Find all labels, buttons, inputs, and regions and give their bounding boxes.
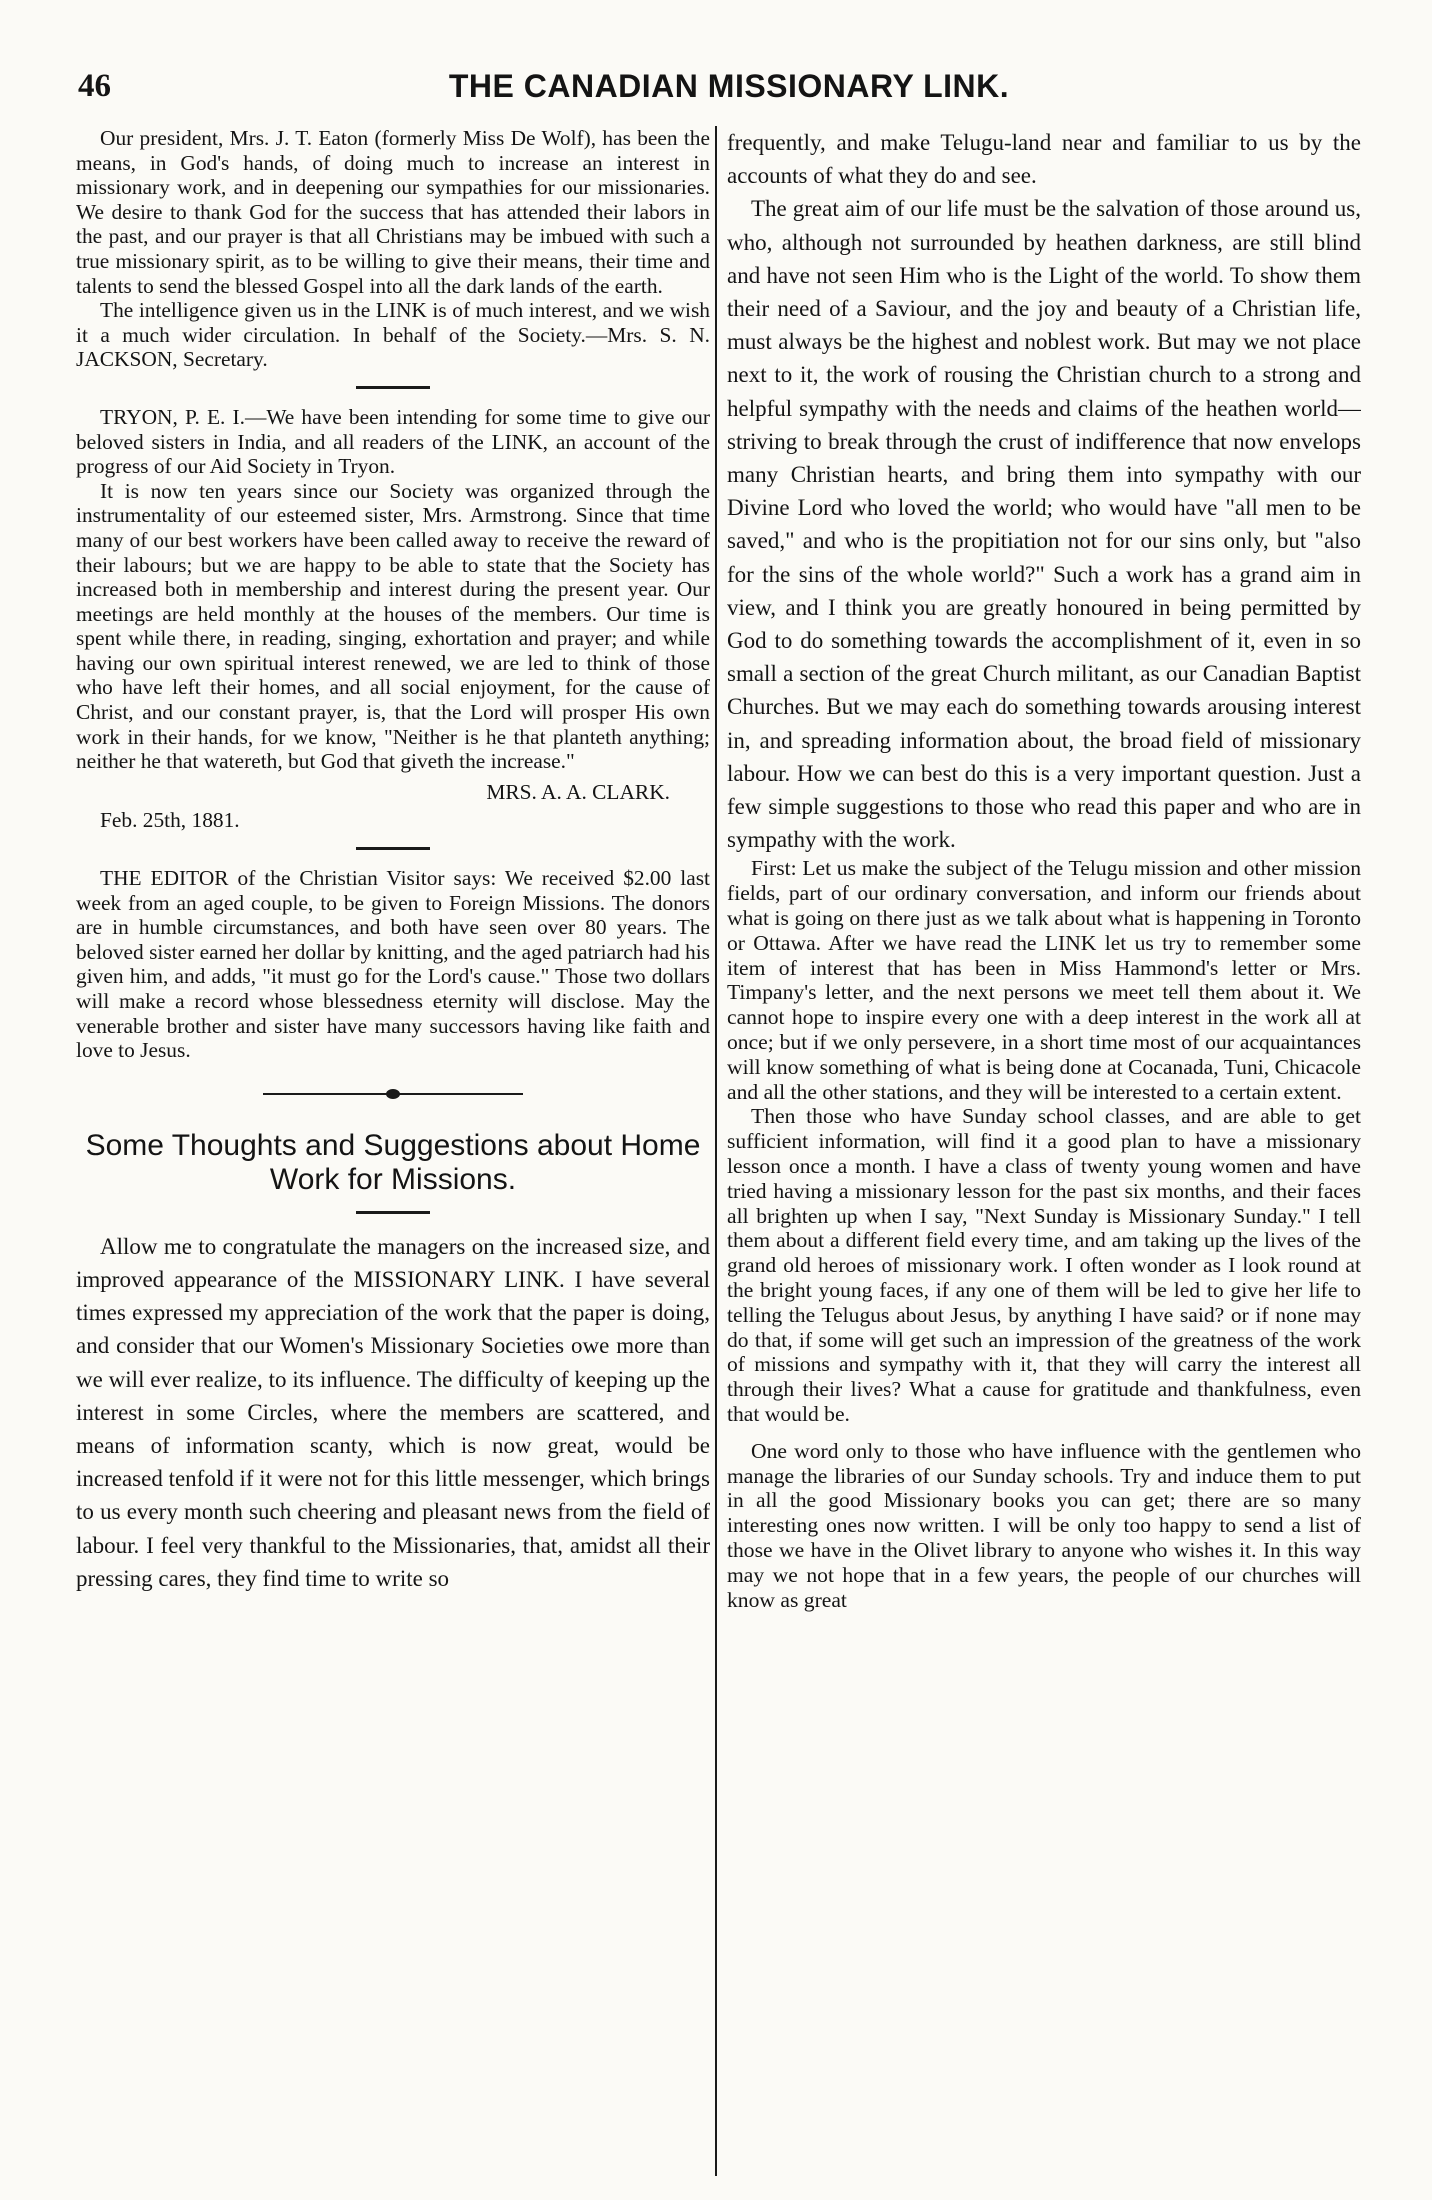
title-underline xyxy=(356,1211,430,1214)
right-column xyxy=(727,126,1361,2176)
article-paragraph-first: First: Let us make the subject of the Telugu mission and other mission fields, part of our ordinary conversation, and inform our friends about what is going on there just as we talk about what is happening in Toronto or Ottawa. After we have read the LINK let us try to remember some item of interest that has been in Miss Hammond's letter or Mrs. Timpany's letter, and the next persons we meet tell them about it. We cannot hope to inspire every one with a deep interest in the work all at once; but if we only persevere, in a short time most of our acquaintances will know something of what is being done at Cocanada, Tuni, Chicacole and all the other stations, and they will be interested to a certain extent. xyxy=(727,856,1361,1104)
jackson-letter-paragraph-1: Our president, Mrs. J. T. Eaton (formerly Miss De Wolf), has been the means, in God's hands, of doing much to increase an interest in missionary work, and in deepening our sympathies for our missionaries. We desire to thank God for the success that has attended their labors in the past, and our prayer is that all Christians may be imbued with such a true missionary spirit, as to be willing to give their means, their time and talents to send the blessed Gospel into all the dark lands of the earth. xyxy=(76,126,710,298)
divider-ornament xyxy=(386,1089,400,1099)
tryon-letter-signature: MRS. A. A. CLARK. xyxy=(486,779,670,804)
tryon-letter-paragraph-1: TRYON, P. E. I.—We have been intending for some time to give our beloved sisters in India, and all readers of the LINK, an account of the progress of our Aid Society in Tryon. xyxy=(76,404,710,479)
article-paragraph-sunday-school: Then those who have Sunday school classes, and are able to get sufficient information, will find it a good plan to have a missionary lesson once a month. I have a class of twenty young women and have tried having a missionary lesson for the past six months, and their faces all brighten up when I say, "Next Sunday is Missionary Sunday." I tell them about a different field every time, and am taking up the lives of the grand old heroes of missionary work. I often wonder as I look round at the bright young faces, if any one of them will be led to give her life to telling the Telugus about Jesus, by anything I have said? or if none may do that, if some will get such an impression of the greatness of the work of missions and sympathy with it, that they will carry the interest all through their lives? What a cause for gratitude and thankfulness, even that would be. xyxy=(727,1104,1361,1426)
editor-note-paragraph: THE EDITOR of the Christian Visitor says: We received $2.00 last week from an aged couple, to be given to Foreign Missions. The donors are in humble circumstances, and both have seen over 80 years. The beloved sister earned her dollar by knitting, and the aged patriarch had his given him, and adds, "it must go for the Lord's cause." Those two dollars will make a record whose blessedness eternity will disclose. May the venerable brother and sister have many successors having like faith and love to Jesus. xyxy=(76,866,710,1063)
column-divider xyxy=(715,126,717,2176)
tryon-letter-paragraph-2: It is now ten years since our Society was organized through the instrumentality of our esteemed sister, Mrs. Armstrong. Since that time many of our best workers have been called away to receive the reward of their labours; but we are happy to be able to state that the Society has increased both in membership and interest during the present year. Our meetings are held monthly at the houses of the members. Our time is spent while there, in reading, singing, exhortation and prayer; and while having our own spiritual interest renewed, we are led to think of those who have left their homes, and all social enjoyment, for the cause of Christ, and our constant prayer, is, that the Lord will prosper His own work in their hands, for we know, "Neither is he that planteth anything; neither he that watereth, but God that giveth the increase." xyxy=(76,478,710,774)
ornamental-divider xyxy=(263,1093,523,1095)
section-divider xyxy=(356,386,430,389)
article-paragraph-aim: The great aim of our life must be the salvation of those around us, who, although not surrounded by heathen darkness, are still blind and have not seen Him who is the Light of the world. To show them their need of a Saviour, and the joy and beauty of a Christian life, must always be the highest and noblest work. But may we not place next to it, the work of rousing the Christian church to a strong and helpful sympathy with the needs and claims of the heathen world—striving to break through the crust of indifference that now envelops many Christian hearts, and bring them into sympathy with our Divine Lord who loved the world; who would have "all men to be saved," and who is the propitiation not for our sins only, but "also for the sins of the whole world?" Such a work has a grand aim in view, and I think you are greatly honoured in being permitted by God to do something towards the accomplishment of it, even in so small a section of the great Church militant, as our Canadian Baptist Churches. But we may each do something towards arousing interest in, and spreading information about, the broad field of missionary labour. How we can best do this is a very important question. Just a few simple suggestions to those who read this paper and who are in sympathy with the work. xyxy=(727,196,1361,853)
tryon-letter-date: Feb. 25th, 1881. xyxy=(100,808,240,833)
jackson-letter-paragraph-2: The intelligence given us in the LINK is of much interest, and we wish it a much wider circulation. In behalf of the Society.—Mrs. S. N. JACKSON, Secretary. xyxy=(76,298,710,372)
page-number: 46 xyxy=(78,68,111,104)
page-header xyxy=(78,62,1380,110)
article-paragraph-1: Allow me to congratulate the managers on the increased size, and improved appearance of the MISSIONARY LINK. I have several times expressed my appreciation of the work that the paper is doing, and consider that our Women's Missionary Societies owe more than we will ever realize, to its influence. The difficulty of keeping up the interest in some Circles, where the members are scattered, and means of information scanty, which is now great, would be increased tenfold if it were not for this little messenger, which brings to us every month such cheering and pleasant news from the field of labour. I feel very thankful to the Missionaries, that, amidst all their pressing cares, they find time to write so xyxy=(76,1233,710,1591)
article-title: Some Thoughts and Suggestions about Home Work for Missions. xyxy=(85,1128,701,1196)
running-title: THE CANADIAN MISSIONARY LINK. xyxy=(448,68,1010,104)
article-paragraph-libraries: One word only to those who have influence with the gentlemen who manage the libraries of our Sunday schools. Try and induce them to put in all the good Missionary books you can get; there are so many interesting ones now written. I will be only too happy to send a list of those we have in the Olivet library to anyone who wishes it. In this way may we not hope that in a few years, the people of our churches will know as great xyxy=(727,1438,1361,1612)
left-column xyxy=(76,126,710,2176)
section-divider xyxy=(356,847,430,850)
article-continuation: frequently, and make Telugu-land near and familiar to us by the accounts of what they do and see. xyxy=(727,130,1361,189)
